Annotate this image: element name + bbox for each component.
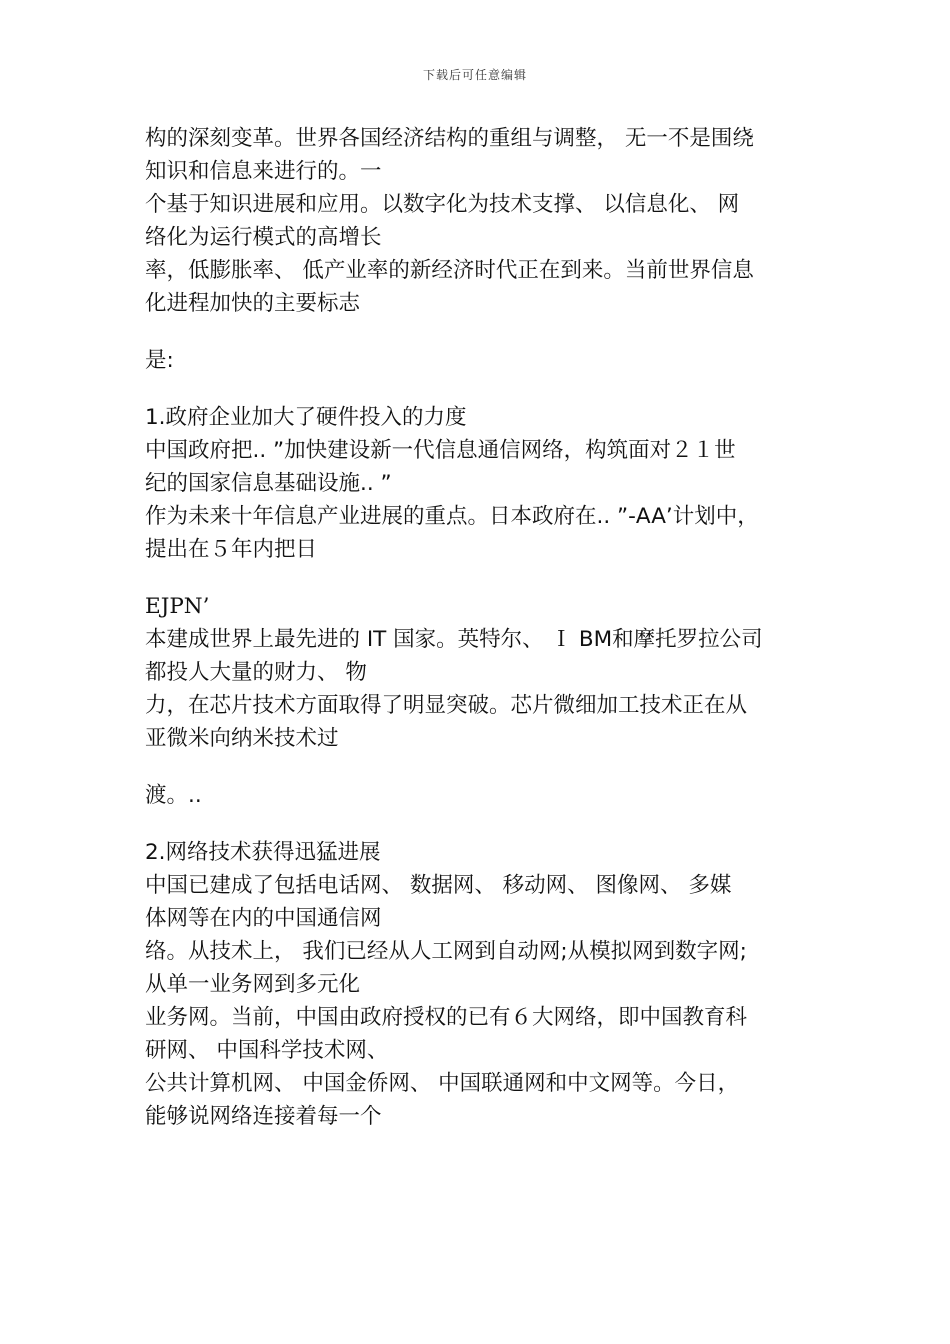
- section-heading-1: 1.政府企业加大了硬件投入的力度: [145, 405, 467, 430]
- text-line: 络。从技术上， 我们已经从人工网到自动网;从模拟网到数字网;: [145, 939, 747, 964]
- section-heading-2: 2.网络技术获得迅猛进展: [145, 840, 381, 865]
- text-line: 渡。..: [145, 783, 202, 808]
- text-line: 化进程加快的主要标志: [145, 291, 361, 316]
- text-line: 从单一业务网到多元化: [145, 972, 361, 997]
- text-line: 构的深刻变革。世界各国经济结构的重组与调整， 无一不是围绕: [145, 126, 754, 151]
- text-line: 中国政府把.. ”加快建设新一代信息通信网络，构筑面对２１世: [145, 438, 736, 463]
- text-line: 中国已建成了包括电话网、 数据网、 移动网、 图像网、 多媒: [145, 873, 732, 898]
- document-body: [145, 122, 815, 1133]
- text-line: 纪的国家信息基础设施.. ”: [145, 471, 392, 496]
- text-line: 知识和信息来进行的。一: [145, 159, 382, 184]
- text-line: 体网等在内的中国通信网: [145, 906, 382, 931]
- text-line: 络化为运行模式的高增长: [145, 225, 382, 250]
- text-line: 亚微米向纳米技术过: [145, 726, 339, 751]
- text-line: 能够说网络连接着每一个: [145, 1104, 382, 1129]
- text-line: 力，在芯片技术方面取得了明显突破。芯片微细加工技术正在从: [145, 693, 748, 718]
- text-line: 提出在５年内把日: [145, 537, 318, 562]
- text-line: 个基于知识进展和应用。以数字化为技术支撑、 以信息化、 网: [145, 192, 740, 217]
- text-line: 率，低膨胀率、 低产业率的新经济时代正在到来。当前世界信息: [145, 258, 754, 283]
- text-line: 本建成世界上最先进的 IT 国家。英特尔、 Ｉ BM和摩托罗拉公司: [145, 627, 763, 652]
- text-line: 公共计算机网、 中国金侨网、 中国联通网和中文网等。今日，: [145, 1071, 740, 1096]
- text-line: EJPN’: [145, 594, 210, 619]
- page-header: 下载后可任意编辑: [422, 68, 527, 82]
- text-line: 是:: [145, 348, 174, 373]
- text-line: 业务网。当前，中国由政府授权的已有６大网络，即中国教育科: [145, 1005, 748, 1030]
- text-line: 作为未来十年信息产业进展的重点。日本政府在.. ”-AA’计划中，: [145, 504, 759, 529]
- text-line: 研网、 中国科学技术网、: [145, 1038, 389, 1063]
- text-line: 都投人大量的财力、 物: [145, 660, 367, 685]
